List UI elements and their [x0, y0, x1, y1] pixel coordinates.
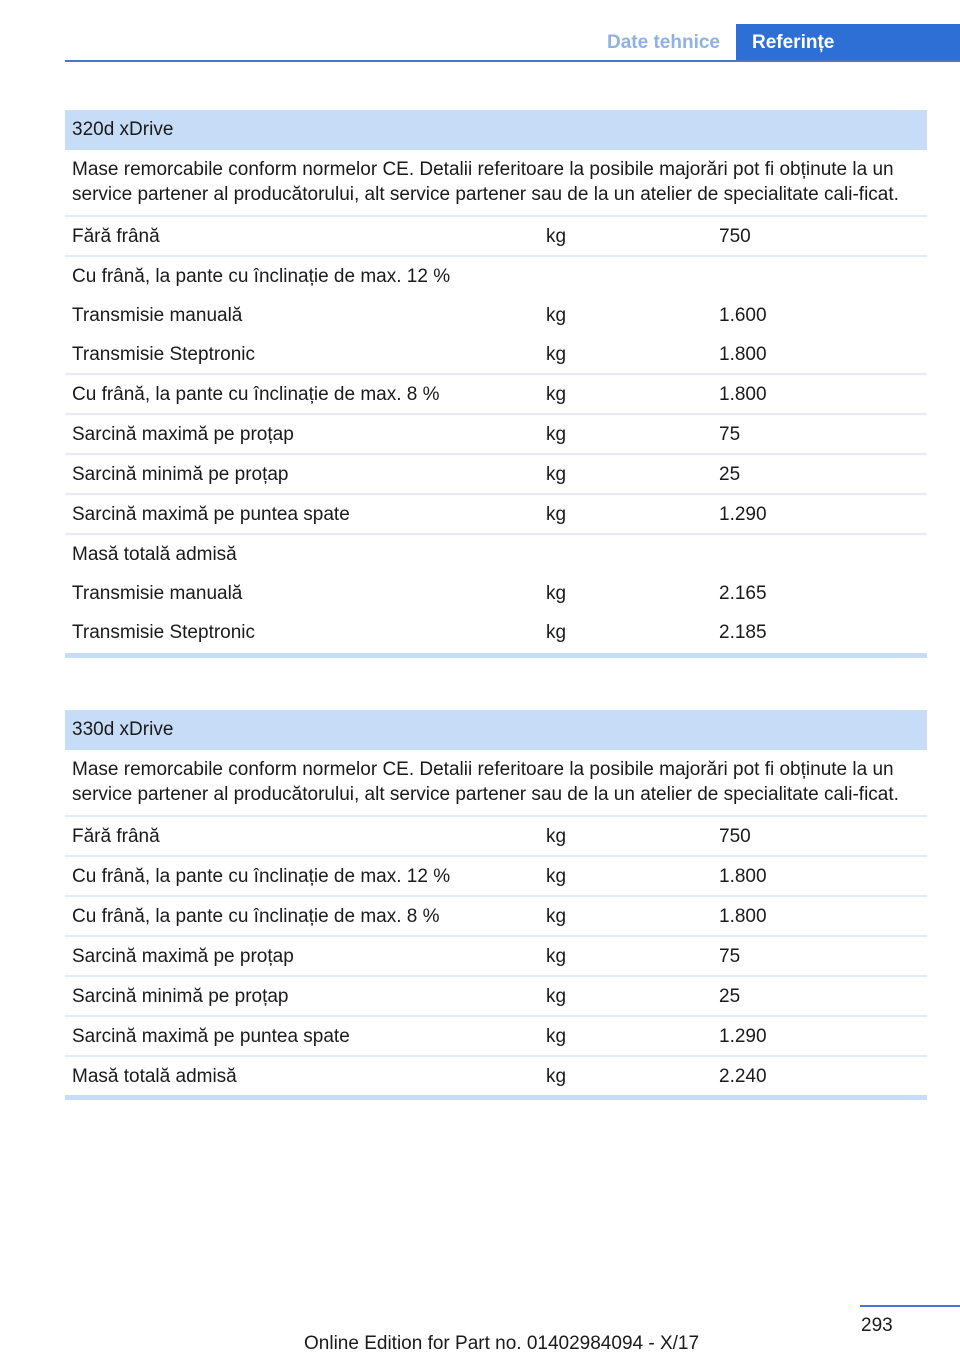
table-row-group — [65, 257, 927, 375]
table-row — [65, 217, 927, 257]
row-label: Transmisie manuală — [72, 305, 243, 326]
footer-divider — [860, 1305, 960, 1307]
table-description: Mase remorcabile conform normelor CE. Detalii referitoare la posibile majorări pot fi obținute la un service partener al producătorului, alt service partener sau de la un atelier de specialitate cali-ficat. — [65, 750, 927, 817]
table-row — [65, 937, 927, 977]
page-header — [65, 24, 960, 62]
edition-note: Online Edition for Part no. 01402984094 - X/17 — [304, 1333, 700, 1354]
chapter-tab[interactable]: Referințe — [736, 24, 960, 62]
row-value: 750 — [719, 226, 751, 247]
row-label: Fără frână — [72, 226, 160, 247]
table-bottom-border — [65, 1095, 927, 1100]
row-unit: kg — [546, 464, 567, 485]
row-label: Transmisie manuală — [72, 583, 243, 604]
row-unit: kg — [546, 1026, 567, 1047]
row-value: 75 — [719, 424, 741, 445]
table-bottom-border — [65, 653, 927, 658]
row-value: 1.800 — [719, 906, 767, 927]
row-value: 2.165 — [719, 583, 767, 604]
table-title: 320d xDrive — [65, 110, 927, 150]
row-label: Fără frână — [72, 826, 160, 847]
header-divider — [65, 60, 960, 62]
row-label: Sarcină maximă pe proțap — [72, 946, 294, 967]
row-label: Sarcină minimă pe proțap — [72, 986, 289, 1007]
row-unit: kg — [546, 424, 567, 445]
row-value: 75 — [719, 946, 741, 967]
table-row — [65, 495, 927, 535]
table-320d-xdrive — [65, 110, 927, 658]
row-value: 2.185 — [719, 622, 767, 643]
row-label: Sarcină maximă pe puntea spate — [72, 504, 350, 525]
table-330d-xdrive — [65, 710, 927, 1100]
row-label: Masă totală admisă — [72, 1066, 237, 1087]
row-value: 25 — [719, 986, 741, 1007]
row-unit: kg — [546, 866, 567, 887]
row-unit: kg — [546, 305, 567, 326]
row-value: 1.800 — [719, 344, 767, 365]
table-row — [65, 415, 927, 455]
row-unit: kg — [546, 986, 567, 1007]
row-label: Cu frână, la pante cu înclinație de max. 12 % — [72, 266, 451, 287]
row-unit: kg — [546, 384, 567, 405]
row-value: 750 — [719, 826, 751, 847]
section-tab[interactable]: Date tehnice — [607, 32, 720, 53]
row-value: 25 — [719, 464, 741, 485]
row-value: 1.290 — [719, 504, 767, 525]
row-label: Cu frână, la pante cu înclinație de max. 12 % — [72, 866, 451, 887]
row-unit: kg — [546, 344, 567, 365]
row-label: Transmisie Steptronic — [72, 622, 256, 643]
row-unit: kg — [546, 622, 567, 643]
table-row — [65, 375, 927, 415]
table-row — [65, 817, 927, 857]
table-description: Mase remorcabile conform normelor CE. Detalii referitoare la posibile majorări pot fi obținute la un service partener al producătorului, alt service partener sau de la un atelier de specialitate cali-ficat. — [65, 150, 927, 217]
table-row — [65, 1017, 927, 1057]
row-unit: kg — [546, 226, 567, 247]
row-unit: kg — [546, 826, 567, 847]
table-row-group — [65, 535, 927, 653]
table-title: 330d xDrive — [65, 710, 927, 750]
row-value: 1.600 — [719, 305, 767, 326]
row-label: Sarcină minimă pe proțap — [72, 464, 289, 485]
row-label: Sarcină maximă pe proțap — [72, 424, 294, 445]
page-number: 293 — [861, 1315, 893, 1336]
row-label: Cu frână, la pante cu înclinație de max. 8 % — [72, 906, 440, 927]
row-unit: kg — [546, 906, 567, 927]
table-row — [65, 897, 927, 937]
row-unit: kg — [546, 504, 567, 525]
table-row — [65, 857, 927, 897]
row-value: 2.240 — [719, 1066, 767, 1087]
row-label: Sarcină maximă pe puntea spate — [72, 1026, 350, 1047]
row-unit: kg — [546, 946, 567, 967]
table-row — [65, 455, 927, 495]
row-unit: kg — [546, 583, 567, 604]
row-unit: kg — [546, 1066, 567, 1087]
row-value: 1.800 — [719, 866, 767, 887]
row-label: Transmisie Steptronic — [72, 344, 256, 365]
row-label: Masă totală admisă — [72, 544, 237, 565]
row-value: 1.800 — [719, 384, 767, 405]
table-row — [65, 1057, 927, 1095]
row-value: 1.290 — [719, 1026, 767, 1047]
table-row — [65, 977, 927, 1017]
row-label: Cu frână, la pante cu înclinație de max. 8 % — [72, 384, 440, 405]
